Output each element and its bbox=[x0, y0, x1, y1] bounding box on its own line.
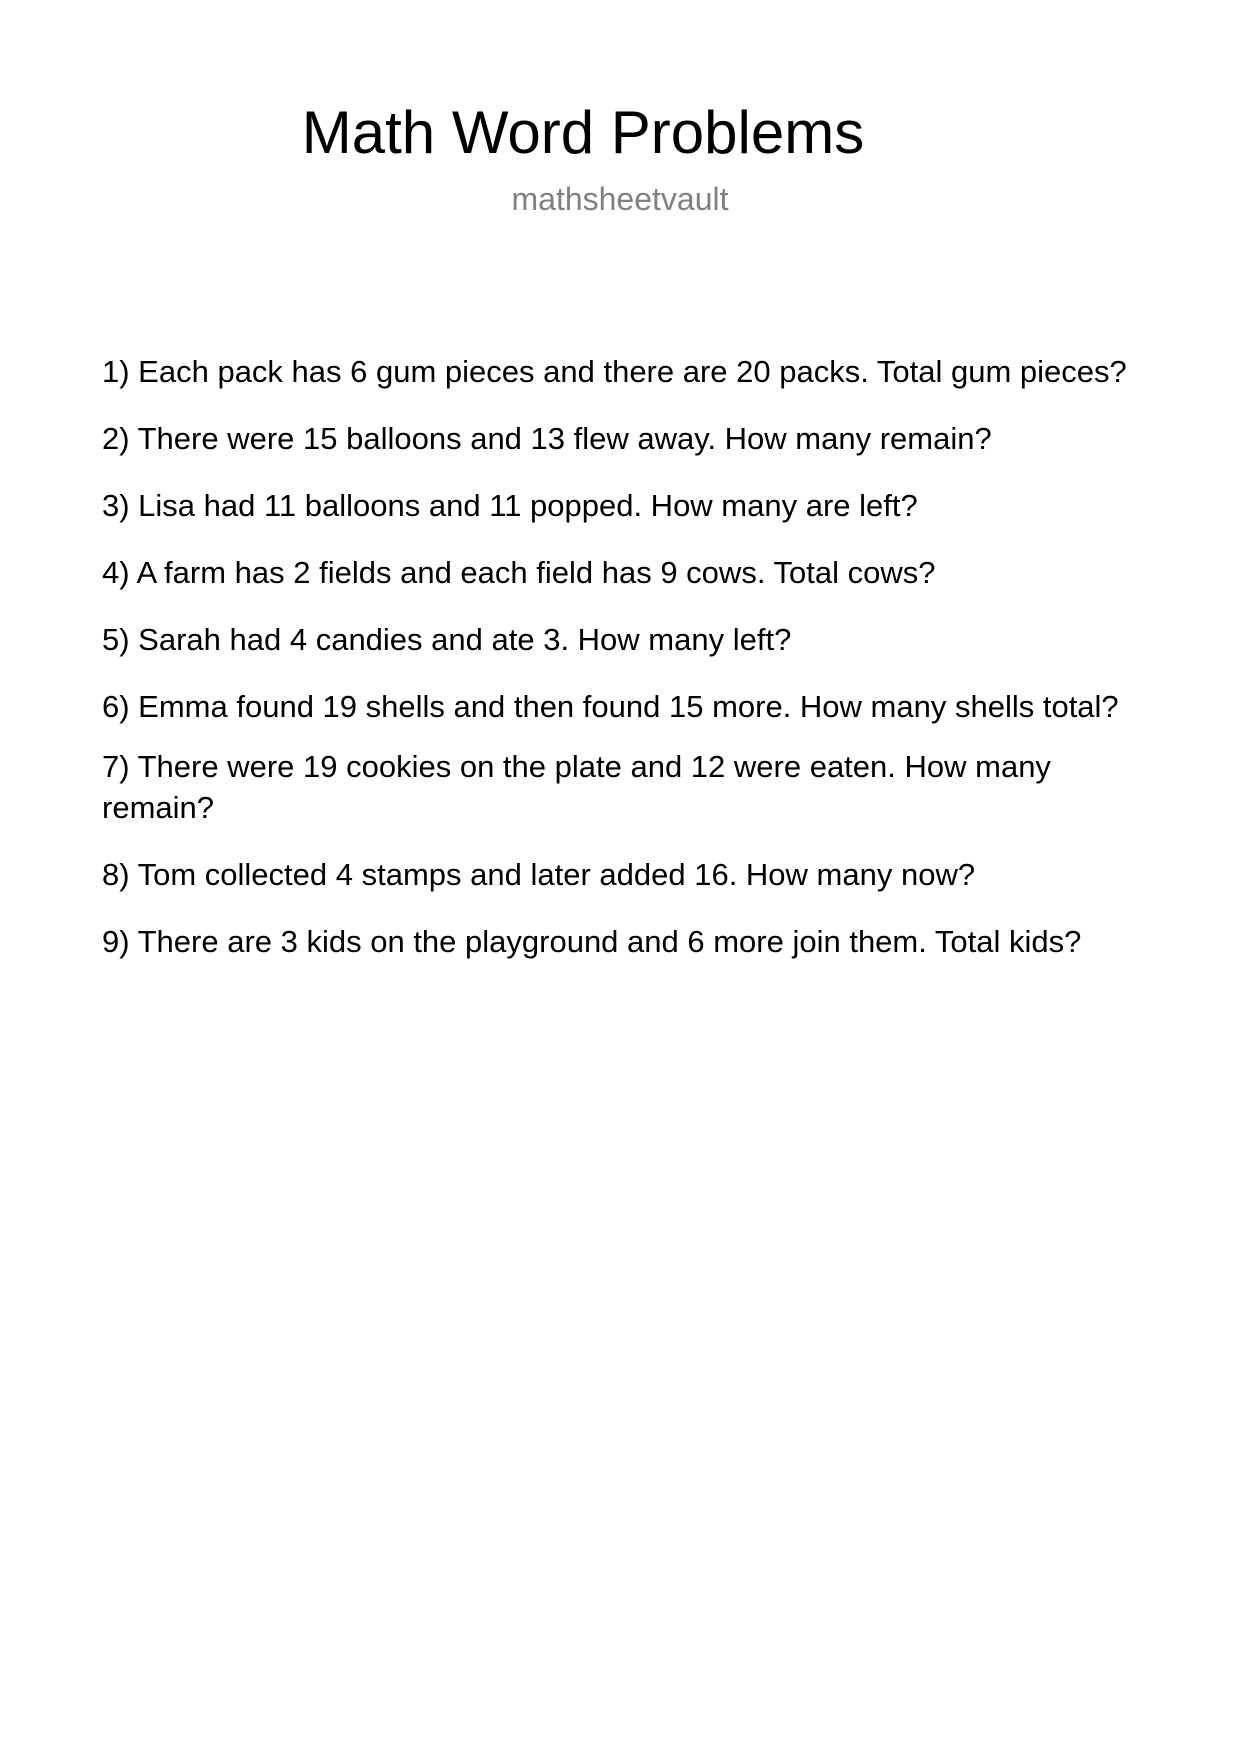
problem-item-2: 2) There were 15 balloons and 13 flew away. How many remain? bbox=[102, 421, 992, 456]
problem-item-3: 3) Lisa had 11 balloons and 11 popped. How many are left? bbox=[102, 488, 918, 523]
problem-list bbox=[102, 351, 1142, 988]
problem-item-8: 8) Tom collected 4 stamps and later added 16. How many now? bbox=[102, 857, 976, 892]
problem-item-9: 9) There are 3 kids on the playground and 6 more join them. Total kids? bbox=[102, 924, 1082, 959]
page-subtitle: mathsheetvault bbox=[511, 181, 729, 217]
problem-item-7: 7) There were 19 cookies on the plate and 12 were eaten. How many remain? bbox=[102, 749, 1051, 825]
page-title: Math Word Problems bbox=[301, 99, 865, 166]
problem-item-5: 5) Sarah had 4 candies and ate 3. How many left? bbox=[102, 622, 792, 657]
problem-item-6: 6) Emma found 19 shells and then found 15 more. How many shells total? bbox=[102, 689, 1119, 724]
problem-item-4: 4) A farm has 2 fields and each field has 9 cows. Total cows? bbox=[102, 555, 936, 590]
problem-item-1: 1) Each pack has 6 gum pieces and there are 20 packs. Total gum pieces? bbox=[102, 354, 1127, 389]
